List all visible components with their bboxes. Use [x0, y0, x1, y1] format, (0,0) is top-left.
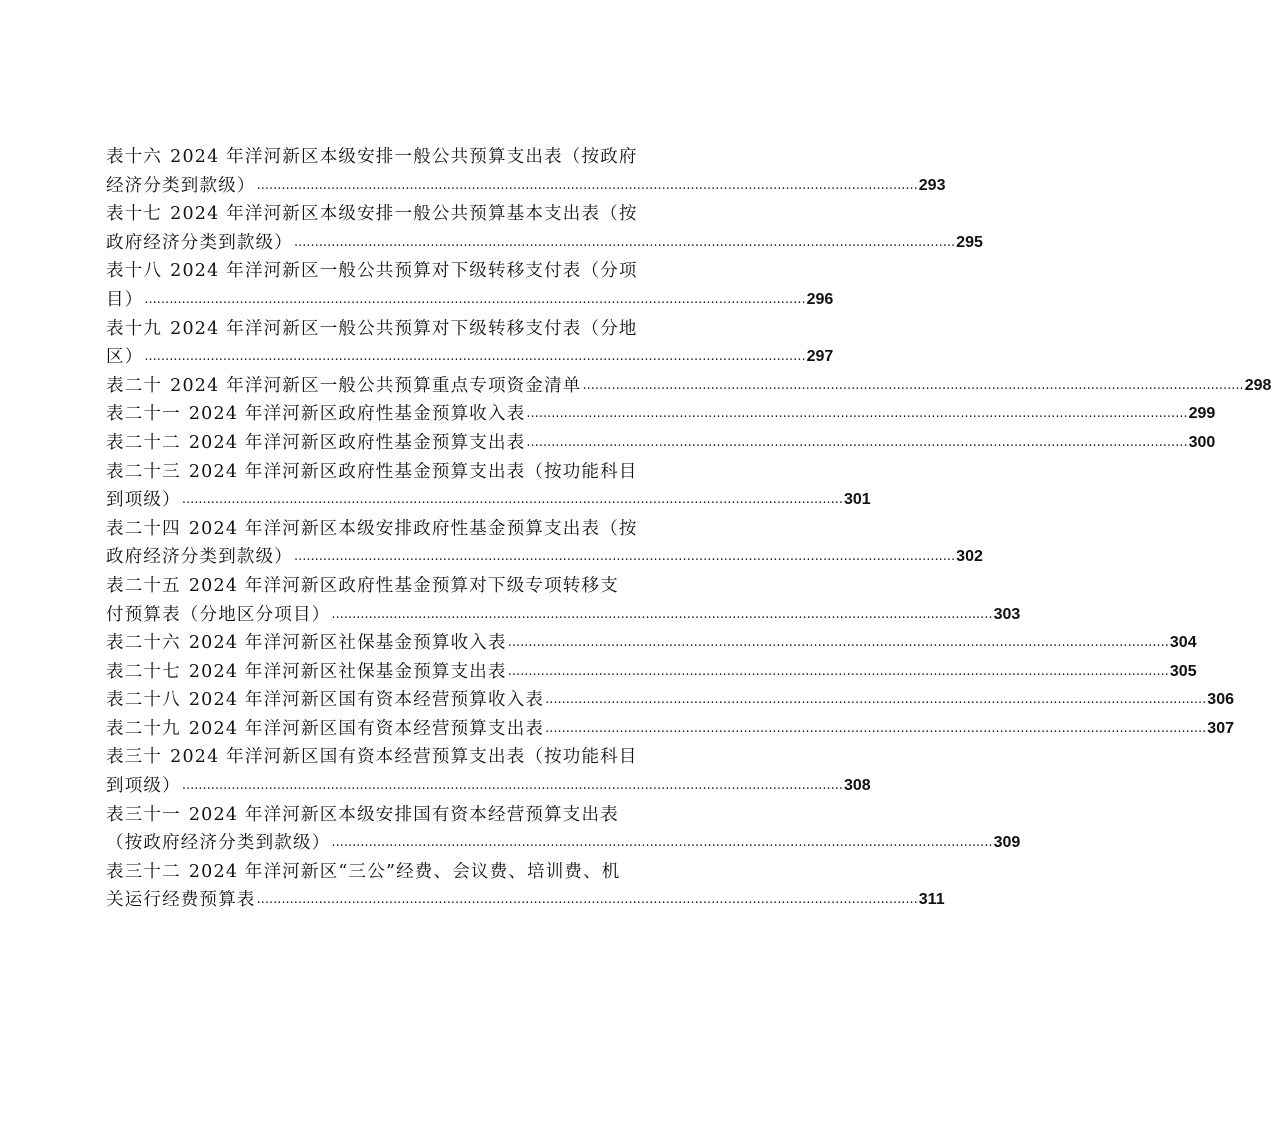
toc-entry[interactable] — [106, 686, 1234, 715]
toc-entry[interactable] — [106, 200, 983, 257]
toc-entry-page: 301 — [843, 491, 871, 509]
toc-entry-number: 表十六 — [106, 147, 163, 167]
toc-entry-title: 2024 年洋河新区政府性基金预算对下级专项转移支 — [188, 575, 619, 596]
toc-entry-title: 2024 年洋河新区本级安排一般公共预算基本支出表（按 — [170, 204, 638, 225]
toc-entry[interactable] — [106, 257, 834, 314]
toc-entry-title-continued: 经济分类到款级） — [106, 175, 256, 196]
dot-leader: ................................................................................................................................................................ — [181, 778, 843, 794]
toc-entry[interactable] — [106, 572, 1021, 629]
dot-leader: ................................................................................................................................................................ — [256, 177, 918, 193]
toc-entry-number: 表二十七 — [106, 661, 181, 682]
toc-entry[interactable] — [106, 858, 945, 915]
toc-entry-page: 306 — [1207, 691, 1234, 709]
toc-entry-title-continued: 政府经济分类到款级） — [106, 232, 293, 253]
toc-entry-title: 2024 年洋河新区本级安排国有资本经营预算支出表 — [188, 804, 619, 825]
toc-entry-number: 表三十二 — [106, 861, 181, 882]
toc-entry[interactable] — [106, 372, 1271, 401]
toc-entry[interactable] — [106, 629, 1197, 658]
toc-entry-number: 表二十四 — [106, 518, 181, 539]
toc-entry-title: 2024 年洋河新区“三公”经费、会议费、培训费、机 — [188, 861, 621, 882]
dot-leader: ................................................................................................................................................................ — [294, 549, 956, 565]
dot-leader: ................................................................................................................................................................ — [144, 349, 806, 365]
toc-entry-number: 表二十八 — [106, 690, 181, 711]
toc-entry-title-continued: 到项级） — [106, 490, 181, 511]
toc-entry-page: 304 — [1169, 634, 1197, 652]
toc-entry-number: 表三十 — [106, 747, 163, 768]
toc-entry-number: 表二十九 — [106, 718, 181, 739]
dot-leader: ................................................................................................................................................................ — [144, 291, 806, 307]
toc-entry-title: 2024 年洋河新区一般公共预算对下级转移支付表（分地 — [170, 318, 638, 339]
toc-entry-page: 309 — [993, 834, 1021, 852]
toc-entry-number: 表二十六 — [106, 633, 181, 654]
toc-entry-page: 295 — [956, 233, 983, 251]
dot-leader: ................................................................................................................................................................ — [545, 720, 1207, 736]
toc-entry[interactable] — [106, 801, 1021, 858]
toc-entry-number: 表二十一 — [106, 404, 181, 425]
toc-entry-page: 311 — [918, 891, 945, 909]
toc-entry-page: 303 — [993, 605, 1021, 623]
dot-leader: ................................................................................................................................................................ — [181, 492, 843, 508]
toc-entry-page: 300 — [1188, 433, 1216, 451]
toc-entry-title-continued: 目） — [106, 289, 144, 310]
toc-entry-page: 297 — [806, 348, 834, 366]
dot-leader: ................................................................................................................................................................ — [256, 892, 918, 908]
dot-leader: ................................................................................................................................................................ — [331, 606, 993, 622]
toc-entry-number: 表十九 — [106, 318, 163, 339]
toc-entry-title: 2024 年洋河新区国有资本经营预算支出表（按功能科目 — [170, 747, 638, 768]
toc-entry-title: 2024 年洋河新区社保基金预算收入表 — [188, 633, 507, 654]
toc-entry-number: 表二十 — [106, 375, 163, 396]
toc-entry-page: 299 — [1188, 405, 1216, 423]
toc-entry-title-continued: 区） — [106, 347, 144, 368]
toc-entry-number: 表二十五 — [106, 575, 181, 596]
toc-entry-title: 2024 年洋河新区国有资本经营预算支出表 — [188, 718, 545, 739]
toc-entry-page: 307 — [1207, 719, 1234, 737]
toc-entry-title: 2024 年洋河新区本级安排一般公共预算支出表（按政府 — [170, 147, 638, 167]
toc-entry-number: 表二十二 — [106, 432, 181, 453]
toc-entry-number: 表十七 — [106, 204, 163, 225]
toc-entry[interactable] — [106, 315, 834, 372]
toc-entry-title: 2024 年洋河新区本级安排政府性基金预算支出表（按 — [188, 518, 638, 539]
toc-entry[interactable] — [106, 143, 946, 200]
toc-entry-title-continued: 付预算表（分地区分项目） — [106, 604, 331, 625]
toc-entry-number: 表三十一 — [106, 804, 181, 825]
toc-entry-title-continued: 政府经济分类到款级） — [106, 547, 293, 568]
table-of-contents — [106, 143, 1271, 915]
toc-entry-page: 302 — [956, 548, 983, 566]
toc-entry-title: 2024 年洋河新区政府性基金预算支出表 — [188, 432, 526, 453]
toc-entry-page: 308 — [843, 777, 871, 795]
toc-entry-number: 表二十三 — [106, 461, 181, 482]
toc-entry-page: 305 — [1169, 662, 1197, 680]
dot-leader: ................................................................................................................................................................ — [526, 406, 1188, 422]
toc-entry-title: 2024 年洋河新区一般公共预算重点专项资金清单 — [170, 375, 582, 396]
toc-entry-title: 2024 年洋河新区国有资本经营预算收入表 — [188, 690, 545, 711]
toc-entry-title-continued: （按政府经济分类到款级） — [106, 833, 331, 854]
dot-leader: ................................................................................................................................................................ — [582, 377, 1244, 393]
toc-entry-title: 2024 年洋河新区政府性基金预算收入表 — [188, 404, 526, 425]
dot-leader: ................................................................................................................................................................ — [507, 663, 1169, 679]
toc-entry[interactable] — [106, 429, 1216, 458]
toc-entry-page: 298 — [1244, 376, 1271, 394]
dot-leader: ................................................................................................................................................................ — [294, 234, 956, 250]
dot-leader: ................................................................................................................................................................ — [331, 835, 993, 851]
toc-entry-title: 2024 年洋河新区社保基金预算支出表 — [188, 661, 507, 682]
toc-entry-title: 2024 年洋河新区政府性基金预算支出表（按功能科目 — [188, 461, 638, 482]
toc-entry-number: 表十八 — [106, 261, 163, 282]
toc-entry[interactable] — [106, 715, 1234, 744]
toc-entry[interactable] — [106, 515, 983, 572]
toc-entry-title-continued: 到项级） — [106, 776, 181, 797]
dot-leader: ................................................................................................................................................................ — [507, 635, 1169, 651]
toc-entry[interactable] — [106, 658, 1197, 687]
dot-leader: ................................................................................................................................................................ — [545, 692, 1207, 708]
dot-leader: ................................................................................................................................................................ — [526, 434, 1188, 450]
toc-entry-title: 2024 年洋河新区一般公共预算对下级转移支付表（分项 — [170, 261, 638, 282]
toc-entry-title-continued: 关运行经费预算表 — [106, 890, 256, 911]
toc-entry[interactable] — [106, 743, 871, 800]
toc-entry[interactable] — [106, 458, 871, 515]
toc-entry-page: 296 — [806, 290, 834, 308]
toc-entry[interactable] — [106, 400, 1216, 429]
toc-entry-page: 293 — [918, 176, 946, 194]
